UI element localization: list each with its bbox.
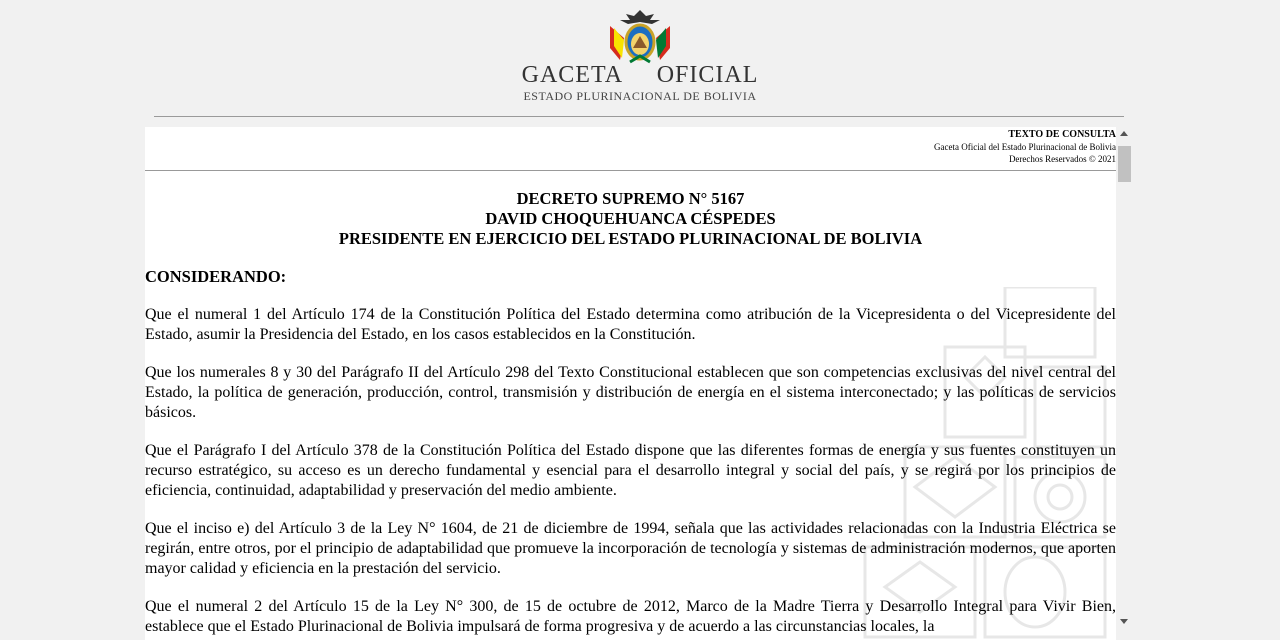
scroll-down-arrow-icon[interactable]	[1120, 619, 1128, 624]
section-considerando: CONSIDERANDO:	[145, 267, 287, 286]
president-title: PRESIDENTE EN EJERCICIO DEL ESTADO PLURINACIONAL DE BOLIVIA	[338, 229, 923, 248]
gaceta-header	[0, 0, 1280, 112]
paragraph-list	[145, 305, 1116, 637]
paragraph: Que el numeral 2 del Artículo 15 de la Ley N° 300, de 15 de octubre de 2012, Marco de la Madre Tierra y Desarrollo Integral para Vivir Bien, establece que el Estado Plurinacional de Bolivia impulsará de forma progresiva y de acuerdo a las circunstancias locales, la	[145, 598, 1116, 635]
document-viewer[interactable]	[145, 127, 1133, 640]
brand-title: GACETA OFICIAL	[521, 62, 759, 88]
decree-number: DECRETO SUPREMO N° 5167	[516, 189, 745, 208]
paragraph: Que el Parágrafo I del Artículo 378 de la Constitución Política del Estado dispone que las diferentes formas de energía y sus fuentes constituyen un recurso estratégico, su acceso es un derecho fundamental y esencial para el desarrollo integral y social del país, y se regirá por los principios de eficiencia, continuidad, adaptabilidad y preservación del medio ambiente.	[145, 442, 1116, 499]
scroll-up-arrow-icon[interactable]	[1120, 131, 1128, 136]
vertical-scrollbar[interactable]	[1116, 127, 1133, 640]
paragraph: Que el inciso e) del Artículo 3 de la Ley N° 1604, de 21 de diciembre de 1994, señala que las actividades relacionadas con la Industria Eléctrica se regirán, entre otros, por el principio de adaptabilidad que promueve la incorporación de tecnología y sistemas de administración modernos, que aporten mayor calidad y eficiencia en la prestación del servicio.	[145, 520, 1116, 577]
consult-title: TEXTO DE CONSULTA	[1008, 129, 1116, 140]
viewer-divider	[145, 170, 1116, 171]
paragraph: Que el numeral 1 del Artículo 174 de la Constitución Política del Estado determina como atribución de la Vicepresidenta o del Vicepresidente del Estado, asumir la Presidencia del Estado, en los casos establecidos en la Constitución.	[145, 306, 1116, 343]
consult-line-publisher: Gaceta Oficial del Estado Plurinacional de Bolivia	[934, 142, 1116, 152]
paragraph: Que los numerales 8 y 30 del Parágrafo II del Artículo 298 del Texto Constitucional establecen que son competencias exclusivas del nivel central del Estado, la política de generación, producción, control, transmisión y distribución de energía en el sistema interconectado; y las políticas de servicios básicos.	[145, 364, 1116, 421]
president-name: DAVID CHOQUEHUANCA CÉSPEDES	[485, 209, 776, 228]
scrollbar-thumb[interactable]	[1118, 146, 1131, 182]
consult-notice	[934, 129, 1116, 165]
brand-subtitle: ESTADO PLURINACIONAL DE BOLIVIA	[523, 89, 757, 103]
decree-document	[145, 189, 1116, 637]
consult-line-rights: Derechos Reservados © 2021	[1008, 154, 1116, 164]
bolivia-coat-of-arms-icon	[606, 8, 674, 68]
header-divider	[154, 116, 1124, 117]
